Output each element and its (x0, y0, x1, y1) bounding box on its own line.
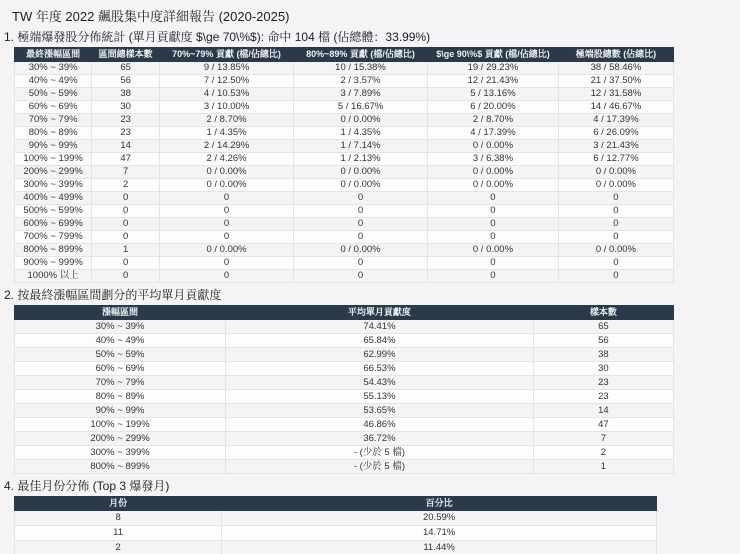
table-cell: 0 (558, 218, 673, 231)
column-header: 極端股總數 (佔總比) (558, 48, 673, 62)
table-cell: 21 / 37.50% (558, 75, 673, 88)
table-cell: 90% ~ 99% (15, 404, 226, 418)
table-cell: 6 / 26.09% (558, 127, 673, 140)
table-header-row (15, 306, 674, 320)
table-cell: 0 (160, 192, 294, 205)
table-cell: 0 / 0.00% (294, 166, 428, 179)
table-cell: 56 (533, 334, 673, 348)
table-cell: 0 (428, 270, 559, 283)
table-cell: 50% ~ 59% (15, 88, 92, 101)
table-cell: 14 (92, 140, 160, 153)
table-cell: 0 (92, 231, 160, 244)
table-cell: 2 (15, 541, 222, 554)
table-cell: 30 (533, 362, 673, 376)
column-header: 漲幅區間 (15, 306, 226, 320)
table-cell: 0 (558, 231, 673, 244)
table-cell: 0 (558, 257, 673, 270)
table-cell: 0 / 0.00% (558, 179, 673, 192)
table-cell: 300% ~ 399% (15, 446, 226, 460)
table-cell: 36.72% (226, 432, 534, 446)
table-cell: 74.41% (226, 320, 534, 334)
table-row (15, 88, 674, 101)
table-row (15, 390, 674, 404)
column-header: $\ge 90\%$ 貢獻 (檔/佔總比) (428, 48, 559, 62)
table-cell: 4 / 10.53% (160, 88, 294, 101)
table-row (15, 205, 674, 218)
table-cell: 56 (92, 75, 160, 88)
table-cell: - (少於 5 檔) (226, 460, 534, 474)
table-row (15, 127, 674, 140)
table-cell: 0 (294, 270, 428, 283)
table-cell: 8 (15, 511, 222, 526)
table-row (15, 348, 674, 362)
table-cell: 1 / 2.13% (294, 153, 428, 166)
page-title: TW 年度 2022 飆股集中度詳細報告 (2020-2025) (12, 9, 290, 24)
table-cell: 800% ~ 899% (15, 460, 226, 474)
section-heading-extreme-distribution: 1. 極端爆發股分佈統計 (單月貢獻度 $\ge 70\%$): 命中 104 檔 (佔總體：33.99%) (4, 30, 431, 44)
table-row (15, 101, 674, 114)
table-cell: 0 (92, 192, 160, 205)
table-row (15, 511, 657, 526)
table-cell: 19 / 29.23% (428, 62, 559, 75)
table-row (15, 218, 674, 231)
table-cell: 30% ~ 39% (15, 320, 226, 334)
table-cell: 11.44% (222, 541, 657, 554)
table-row (15, 166, 674, 179)
table-cell: 2 / 14.29% (160, 140, 294, 153)
table-cell: 0 (294, 218, 428, 231)
table-cell: 2 (92, 179, 160, 192)
table-cell: 0 (160, 218, 294, 231)
table-cell: 60% ~ 69% (15, 362, 226, 376)
table-cell: 0 (92, 218, 160, 231)
table-cell: 62.99% (226, 348, 534, 362)
table-cell: 5 / 16.67% (294, 101, 428, 114)
table-row (15, 362, 674, 376)
table-cell: 2 / 3.57% (294, 75, 428, 88)
table-row (15, 114, 674, 127)
table-cell: 0 / 0.00% (294, 244, 428, 257)
table-cell: 6 / 20.00% (428, 101, 559, 114)
table-cell: 3 / 7.89% (294, 88, 428, 101)
table-cell: 0 (428, 192, 559, 205)
column-header: 樣本數 (533, 306, 673, 320)
table-row (15, 541, 657, 554)
table-cell: 0 / 0.00% (428, 166, 559, 179)
table-body (15, 62, 674, 283)
section-heading-best-months: 4. 最佳月份分佈 (Top 3 爆發月) (4, 479, 170, 493)
table-cell: - (少於 5 檔) (226, 446, 534, 460)
table-cell: 38 (533, 348, 673, 362)
table-row (15, 257, 674, 270)
column-header: 平均單月貢獻度 (226, 306, 534, 320)
table-cell: 7 (533, 432, 673, 446)
table-row (15, 179, 674, 192)
table-cell: 53.65% (226, 404, 534, 418)
column-header: 最終漲幅區間 (15, 48, 92, 62)
table-cell: 23 (533, 376, 673, 390)
table-cell: 47 (533, 418, 673, 432)
table-body (15, 511, 657, 554)
table-row (15, 404, 674, 418)
table-cell: 65.84% (226, 334, 534, 348)
table-cell: 3 / 21.43% (558, 140, 673, 153)
table-cell: 1 (92, 244, 160, 257)
table-cell: 14 (533, 404, 673, 418)
table-cell: 0 (92, 270, 160, 283)
table-cell: 5 / 13.16% (428, 88, 559, 101)
table-cell: 100% ~ 199% (15, 418, 226, 432)
table-cell: 14.71% (222, 526, 657, 541)
table-row (15, 270, 674, 283)
table-cell: 0 (428, 257, 559, 270)
table-cell: 400% ~ 499% (15, 192, 92, 205)
table-cell: 7 (92, 166, 160, 179)
table-cell: 200% ~ 299% (15, 432, 226, 446)
table-cell: 0 / 0.00% (294, 114, 428, 127)
column-header: 80%~89% 貢獻 (檔/佔總比) (294, 48, 428, 62)
table-cell: 7 / 12.50% (160, 75, 294, 88)
table-cell: 6 / 12.77% (558, 153, 673, 166)
table-cell: 4 / 17.39% (428, 127, 559, 140)
table-cell: 0 (294, 192, 428, 205)
table-cell: 0 (428, 205, 559, 218)
table-cell: 0 (92, 205, 160, 218)
column-header: 區間總樣本數 (92, 48, 160, 62)
column-header: 70%~79% 貢獻 (檔/佔總比) (160, 48, 294, 62)
table-cell: 50% ~ 59% (15, 348, 226, 362)
table-cell: 4 / 17.39% (558, 114, 673, 127)
table-cell: 3 / 10.00% (160, 101, 294, 114)
table-cell: 0 (294, 231, 428, 244)
table-cell: 0 / 0.00% (160, 166, 294, 179)
table-cell: 0 (160, 257, 294, 270)
table-cell: 90% ~ 99% (15, 140, 92, 153)
table-row (15, 244, 674, 257)
table-cell: 23 (533, 390, 673, 404)
table-row (15, 153, 674, 166)
table-cell: 23 (92, 114, 160, 127)
table-row (15, 192, 674, 205)
table-cell: 80% ~ 89% (15, 390, 226, 404)
table-cell: 2 / 8.70% (160, 114, 294, 127)
table-cell: 0 / 0.00% (428, 140, 559, 153)
table-cell: 70% ~ 79% (15, 114, 92, 127)
table-row (15, 320, 674, 334)
table-cell: 66.53% (226, 362, 534, 376)
table-cell: 14 / 46.67% (558, 101, 673, 114)
table-cell: 1 / 7.14% (294, 140, 428, 153)
table-cell: 65 (92, 62, 160, 75)
best-months-table (14, 496, 657, 554)
table-cell: 0 / 0.00% (428, 179, 559, 192)
table-row (15, 376, 674, 390)
table-cell: 0 (160, 270, 294, 283)
table-cell: 200% ~ 299% (15, 166, 92, 179)
table-row (15, 460, 674, 474)
table-row (15, 62, 674, 75)
table-cell: 54.43% (226, 376, 534, 390)
table-cell: 30% ~ 39% (15, 62, 92, 75)
table-cell: 40% ~ 49% (15, 75, 92, 88)
table-cell: 1 (533, 460, 673, 474)
table-cell: 500% ~ 599% (15, 205, 92, 218)
table-cell: 0 (294, 257, 428, 270)
table-cell: 10 / 15.38% (294, 62, 428, 75)
table-cell: 12 / 31.58% (558, 88, 673, 101)
table-cell: 80% ~ 89% (15, 127, 92, 140)
table-cell: 800% ~ 899% (15, 244, 92, 257)
section-heading-average-contribution: 2. 按最終漲幅區間劃分的平均單月貢獻度 (4, 288, 222, 302)
table-cell: 9 / 13.85% (160, 62, 294, 75)
table-cell: 0 / 0.00% (558, 166, 673, 179)
table-cell: 100% ~ 199% (15, 153, 92, 166)
table-cell: 0 / 0.00% (160, 179, 294, 192)
table-cell: 20.59% (222, 511, 657, 526)
table-cell: 0 / 0.00% (428, 244, 559, 257)
table-row (15, 526, 657, 541)
table-cell: 46.86% (226, 418, 534, 432)
table-cell: 700% ~ 799% (15, 231, 92, 244)
column-header: 月份 (15, 497, 222, 511)
column-header: 百分比 (222, 497, 657, 511)
average-contribution-table (14, 305, 674, 474)
table-cell: 65 (533, 320, 673, 334)
table-cell: 900% ~ 999% (15, 257, 92, 270)
table-cell: 30 (92, 101, 160, 114)
table-cell: 0 (160, 231, 294, 244)
table-row (15, 231, 674, 244)
table-cell: 60% ~ 69% (15, 101, 92, 114)
table-row (15, 418, 674, 432)
table-header-row (15, 48, 674, 62)
table-cell: 0 / 0.00% (558, 244, 673, 257)
table-cell: 0 (558, 192, 673, 205)
table-row (15, 75, 674, 88)
table-cell: 70% ~ 79% (15, 376, 226, 390)
table-cell: 0 (160, 205, 294, 218)
table-cell: 0 / 0.00% (160, 244, 294, 257)
table-cell: 2 / 4.26% (160, 153, 294, 166)
table-header-row (15, 497, 657, 511)
table-body (15, 320, 674, 474)
table-cell: 1000% 以上 (15, 270, 92, 283)
table-cell: 0 / 0.00% (294, 179, 428, 192)
table-cell: 47 (92, 153, 160, 166)
table-cell: 1 / 4.35% (294, 127, 428, 140)
table-cell: 12 / 21.43% (428, 75, 559, 88)
table-cell: 600% ~ 699% (15, 218, 92, 231)
table-cell: 300% ~ 399% (15, 179, 92, 192)
table-row (15, 140, 674, 153)
table-row (15, 334, 674, 348)
table-cell: 0 (558, 205, 673, 218)
table-cell: 40% ~ 49% (15, 334, 226, 348)
table-row (15, 432, 674, 446)
table-cell: 3 / 6.38% (428, 153, 559, 166)
table-cell: 0 (428, 218, 559, 231)
extreme-distribution-table (14, 47, 674, 283)
table-cell: 0 (294, 205, 428, 218)
table-cell: 55.13% (226, 390, 534, 404)
table-cell: 11 (15, 526, 222, 541)
table-cell: 0 (558, 270, 673, 283)
table-cell: 23 (92, 127, 160, 140)
table-row (15, 446, 674, 460)
table-cell: 2 / 8.70% (428, 114, 559, 127)
table-cell: 0 (92, 257, 160, 270)
table-cell: 38 / 58.46% (558, 62, 673, 75)
table-cell: 2 (533, 446, 673, 460)
table-cell: 1 / 4.35% (160, 127, 294, 140)
table-cell: 0 (428, 231, 559, 244)
table-cell: 38 (92, 88, 160, 101)
